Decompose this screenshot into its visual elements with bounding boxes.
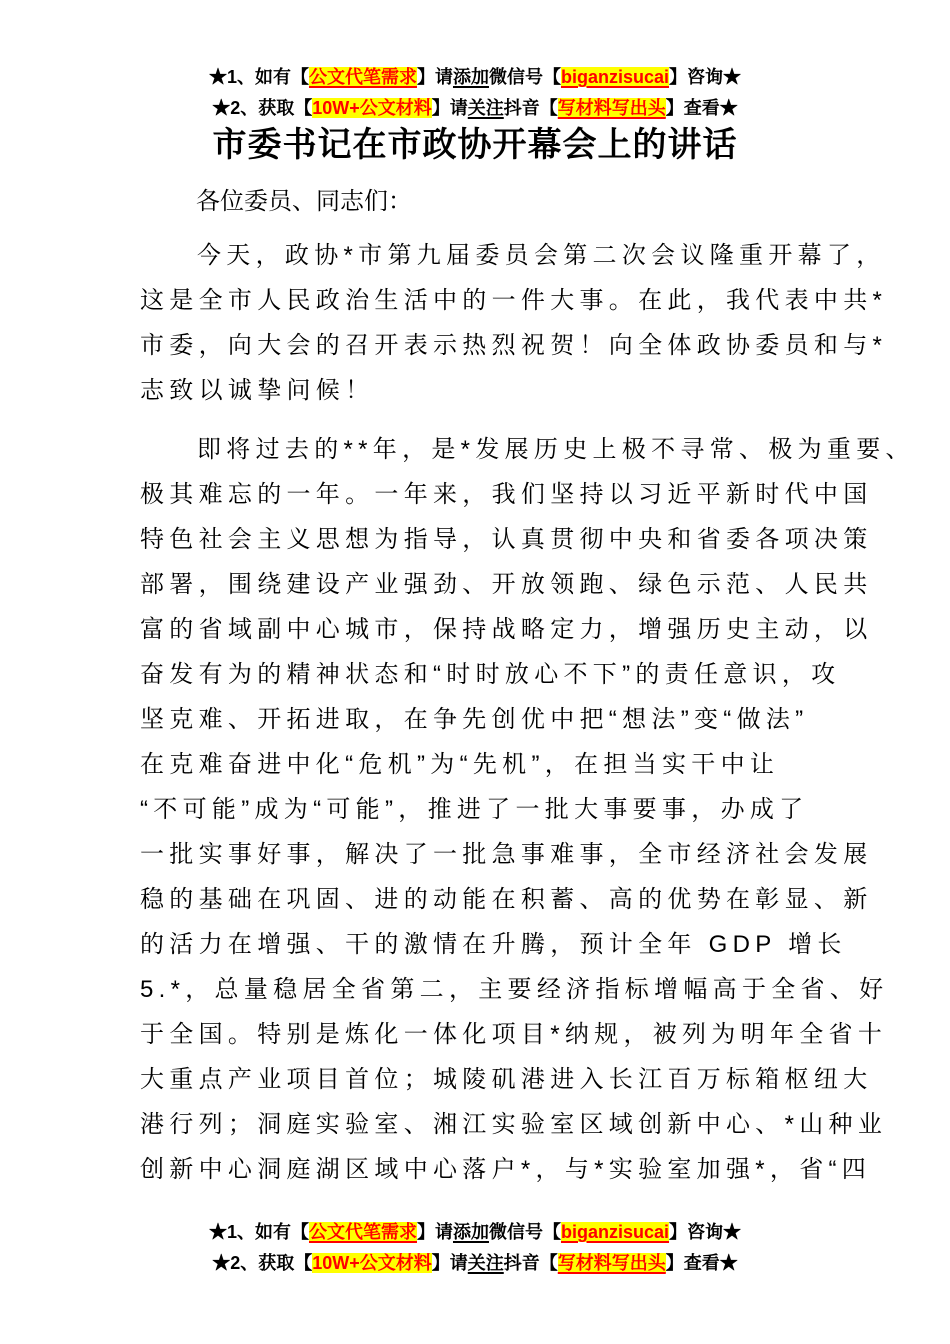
text-line: 志致以诚挚问候！ [140,377,375,404]
text-line: 创新中心洞庭湖区域中心落户*，与*实验室加强*，省“四 [140,1156,872,1183]
salutation: 各位委员、同志们： [196,188,412,215]
paragraph [140,233,888,413]
promo-segment: 写材料写出头 [557,1253,666,1273]
text-line: 稳的基础在巩固、进的动能在积蓄、高的优势在彰显、新 [140,886,873,913]
promo-segment: 添加 [452,1222,489,1242]
promo-segment: 】查看★ [665,98,738,118]
text-line: 港行列；洞庭实验室、湘江实验室区域创新中心、*山种业 [140,1111,888,1138]
promo-segment: 添加 [452,67,489,87]
text-line: 今天，政协*市第九届委员会第二次会议隆重开幕了， [197,242,886,269]
promo-footer [0,1217,950,1279]
promo-segment: 】咨询★ [669,1222,742,1242]
promo-line [0,1217,950,1248]
promo-segment: 公文代笔需求 [308,1222,417,1242]
page-title: 市委书记在市政协开幕会上的讲话 [212,126,738,164]
document-body [140,233,915,1192]
text-line: 特色社会主义思想为指导，认真贯彻中央和省委各项决策 [140,526,873,553]
text-line: 于全国。特别是炼化一体化项目*纳规，被列为明年全省十 [140,1021,888,1048]
promo-header [0,62,950,124]
text-line: 富的省域副中心城市，保持战略定力，增强历史主动，以 [140,616,873,643]
promo-segment: 】查看★ [665,1253,738,1273]
promo-segment: 写材料写出头 [557,98,666,118]
promo-segment: 公文代笔需求 [308,67,417,87]
promo-segment: 】请 [431,1253,468,1273]
text-line: 市委，向大会的召开表示热烈祝贺！向全体政协委员和与* [140,332,888,359]
promo-segment: 】请 [416,67,453,87]
promo-segment: 关注 [467,1253,504,1273]
text-line: “不可能”成为“可能”，推进了一批大事要事，办成了 [140,796,809,823]
text-line: 5.*，总量稳居全省第二，主要经济指标增幅高于全省、好 [140,976,889,1003]
promo-segment: 】请 [416,1222,453,1242]
text-line: 极其难忘的一年。一年来，我们坚持以习近平新时代中国 [140,481,873,508]
promo-segment: 】咨询★ [669,67,742,87]
promo-segment: ★1、如有【 [208,1222,309,1242]
promo-segment: 抖音【 [503,98,558,118]
promo-segment: 微信号【 [488,1222,561,1242]
promo-line [0,93,950,124]
text-line: 在克难奋进中化“危机”为“先机”，在担当实干中让 [140,751,780,778]
text-line: 部署，围绕建设产业强劲、开放领跑、绿色示范、人民共 [140,571,873,598]
promo-segment: 关注 [467,98,504,118]
promo-line [0,1248,950,1279]
text-line: 奋发有为的精神状态和“时时放心不下”的责任意识，攻 [140,661,841,688]
text-line: 坚克难、开拓进取，在争先创优中把“想法”变“做法” [140,706,809,733]
promo-segment: 】请 [431,98,468,118]
promo-segment: 10W+公文材料 [312,98,432,118]
promo-segment: biganzisucai [560,1222,670,1242]
text-line: 这是全市人民政治生活中的一件大事。在此，我代表中共* [140,287,888,314]
promo-segment: ★2、获取【 [212,1253,313,1273]
promo-line [0,62,950,93]
promo-segment: 抖音【 [503,1253,558,1273]
paragraph [140,427,915,1192]
text-line: 的活力在增强、干的激情在升腾，预计全年 GDP 增长 [140,931,847,958]
promo-segment: 10W+公文材料 [312,1253,432,1273]
text-line: 一批实事好事，解决了一批急事难事，全市经济社会发展 [140,841,873,868]
promo-segment: ★1、如有【 [208,67,309,87]
promo-segment: 微信号【 [488,67,561,87]
text-line: 即将过去的**年，是*发展历史上极不寻常、极为重要、 [197,436,915,463]
promo-segment: biganzisucai [560,67,670,87]
text-line: 大重点产业项目首位；城陵矶港进入长江百万标箱枢纽大 [140,1066,873,1093]
promo-segment: ★2、获取【 [212,98,313,118]
